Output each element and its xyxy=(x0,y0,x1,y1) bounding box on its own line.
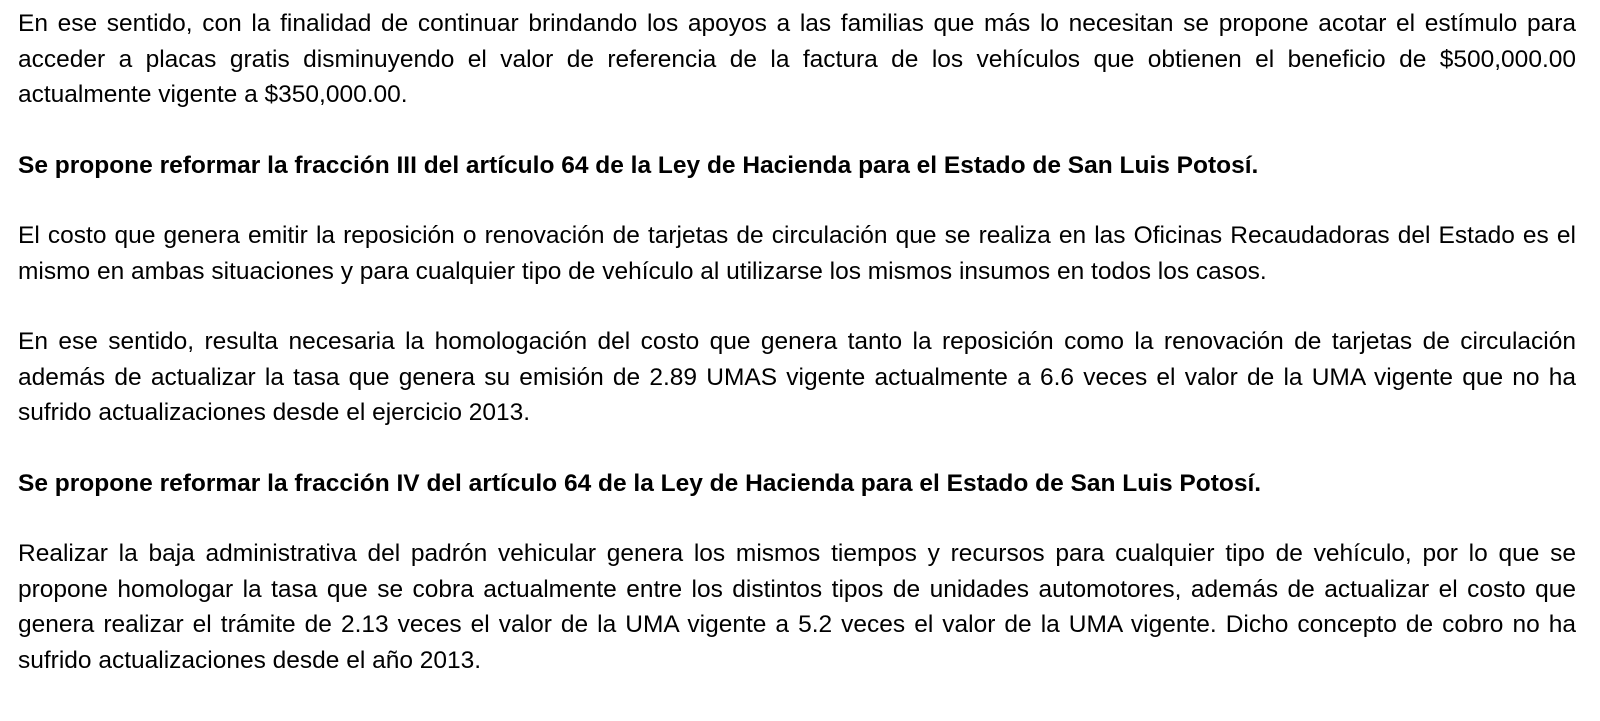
paragraph-costo-tarjetas: El costo que genera emitir la reposición o renovación de tarjetas de circulación que se realiza en las Oficinas Recaudadoras del Estado es el mismo en ambas situaciones y para cualquier tipo de vehículo al utilizarse los mismos insumos en todos los casos. xyxy=(18,222,1576,285)
heading-fraccion-iv: Se propone reformar la fracción IV del artículo 64 de la Ley de Hacienda para el Estado de San Luis Potosí. xyxy=(18,469,1262,497)
heading-fraccion-iii: Se propone reformar la fracción III del artículo 64 de la Ley de Hacienda para el Estado de San Luis Potosí. xyxy=(18,151,1259,179)
paragraph-baja-administrativa: Realizar la baja administrativa del padrón vehicular genera los mismos tiempos y recursos para cualquier tipo de vehículo, por lo que se propone homologar la tasa que se cobra actualmente entre los distintos tipos de unidades automotores, además de actualizar el costo que genera realizar el trámite de 2.13 veces el valor de la UMA vigente a 5.2 veces el valor de la UMA vigente. Dicho concepto de cobro no ha sufrido actualizaciones desde el año 2013. xyxy=(18,540,1576,674)
paragraph-homologacion-tarjetas: En ese sentido, resulta necesaria la homologación del costo que genera tanto la reposición como la renovación de tarjetas de circulación además de actualizar la tasa que genera su emisión de 2.89 UMAS vigente actualmente a 6.6 veces el valor de la UMA vigente que no ha sufrido actualizaciones desde el ejercicio 2013. xyxy=(18,328,1576,426)
paragraph-placas-estimulo: En ese sentido, con la finalidad de continuar brindando los apoyos a las familias que más lo necesitan se propone acotar el estímulo para acceder a placas gratis disminuyendo el valor de referencia de la factura de los vehículos que obtienen el beneficio de $500,000.00 actualmente vigente a $350,000.00. xyxy=(18,10,1576,108)
